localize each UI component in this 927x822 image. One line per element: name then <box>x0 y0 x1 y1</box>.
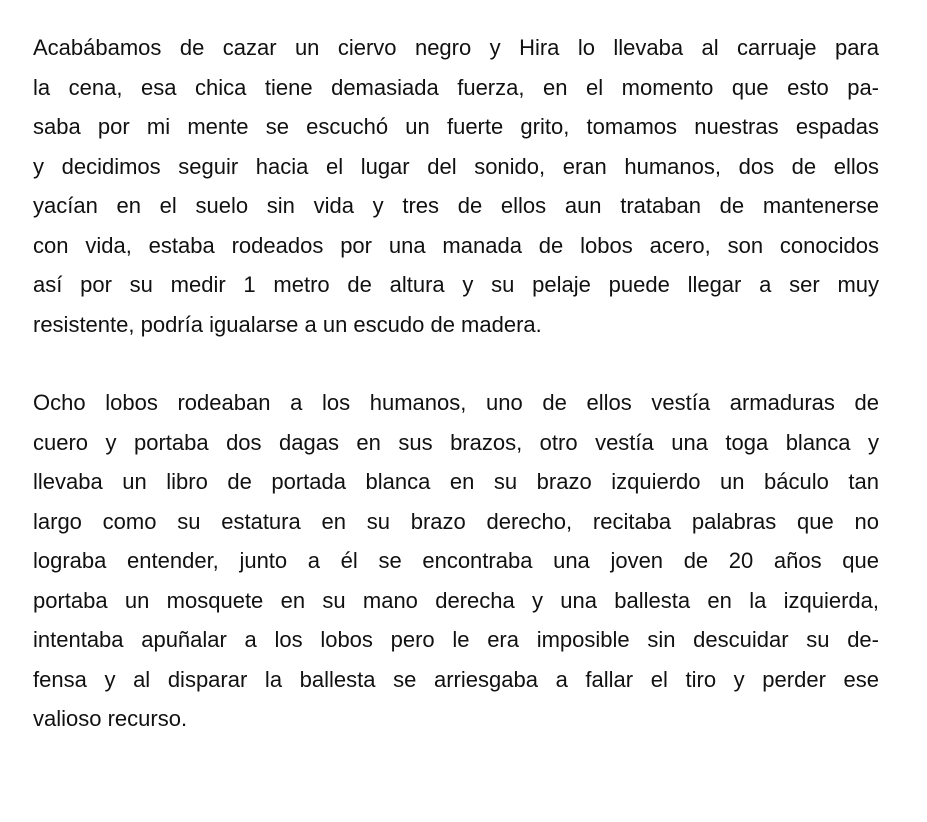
text-line: Acabábamos de cazar un ciervo negro y Hira lo llevaba al carruaje para <box>33 35 879 60</box>
text-line: valioso recurso. <box>33 706 188 731</box>
text-line: yacían en el suelo sin vida y tres de ellos aun trataban de mantenerse <box>33 193 879 218</box>
text-line: intentaba apuñalar a los lobos pero le era imposible sin descuidar su de- <box>33 627 879 652</box>
document-page <box>33 28 879 739</box>
paragraph-1 <box>33 28 879 344</box>
text-line: la cena, esa chica tiene demasiada fuerza, en el momento que esto pa- <box>33 74 879 100</box>
text-line: resistente, podría igualarse a un escudo de madera. <box>33 311 542 337</box>
text-line: saba por mi mente se escuchó un fuerte grito, tomamos nuestras espadas <box>33 114 879 139</box>
text-line: cuero y portaba dos dagas en sus brazos, otro vestía una toga blanca y <box>33 429 879 455</box>
text-line: llevaba un libro de portada blanca en su brazo izquierdo un báculo tan <box>33 469 879 494</box>
text-line: y decidimos seguir hacia el lugar del sonido, eran humanos, dos de ellos <box>33 153 879 179</box>
text-line: largo como su estatura en su brazo derecho, recitaba palabras que no <box>33 508 879 534</box>
text-line: fensa y al disparar la ballesta se arriesgaba a fallar el tiro y perder ese <box>33 666 879 692</box>
paragraph-2 <box>33 383 879 739</box>
text-line: así por su medir 1 metro de altura y su pelaje puede llegar a ser muy <box>33 272 879 297</box>
text-line: Ocho lobos rodeaban a los humanos, uno de ellos vestía armaduras de <box>33 390 879 415</box>
text-line: con vida, estaba rodeados por una manada de lobos acero, son conocidos <box>33 232 879 258</box>
text-line: lograba entender, junto a él se encontraba una joven de 20 años que <box>33 548 879 573</box>
text-line: portaba un mosquete en su mano derecha y una ballesta en la izquierda, <box>33 587 879 613</box>
